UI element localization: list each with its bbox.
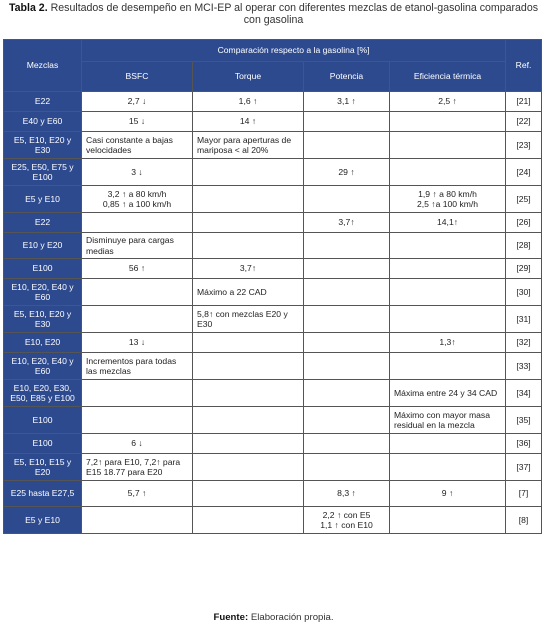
- ref-cell: [24]: [506, 159, 542, 186]
- table-row: [4, 92, 542, 112]
- potencia-cell: [304, 333, 390, 353]
- footer-label: Fuente:: [213, 612, 249, 623]
- eficiencia-cell: [390, 507, 506, 534]
- mezcla-cell: E5 y E10: [4, 186, 82, 213]
- torque-cell: [193, 380, 304, 407]
- mezcla-cell: E100: [4, 434, 82, 454]
- mezcla-cell: E10 y E20: [4, 233, 82, 259]
- ref-cell: [7]: [506, 481, 542, 507]
- torque-cell: [193, 353, 304, 380]
- bsfc-cell: 5,7 ↑: [82, 481, 193, 507]
- bsfc-cell: Disminuye para cargas medias: [82, 233, 193, 259]
- potencia-cell: 2,2 ↑ con E5 1,1 ↑ con E10: [304, 507, 390, 534]
- potencia-cell: [304, 306, 390, 333]
- ref-cell: [29]: [506, 259, 542, 279]
- potencia-cell: 3,7↑: [304, 213, 390, 233]
- table-row: [4, 306, 542, 333]
- ref-cell: [22]: [506, 112, 542, 132]
- results-table: [3, 39, 542, 534]
- bsfc-cell: 56 ↑: [82, 259, 193, 279]
- bsfc-cell: 2,7 ↓: [82, 92, 193, 112]
- table-row: [4, 380, 542, 407]
- mezcla-cell: E10, E20, E30, E50, E85 y E100: [4, 380, 82, 407]
- bsfc-cell: 3,2 ↑ a 80 km/h 0,85 ↑ a 100 km/h: [82, 186, 193, 213]
- header-torque: Torque: [193, 62, 304, 92]
- table-row: [4, 507, 542, 534]
- eficiencia-cell: [390, 434, 506, 454]
- potencia-cell: [304, 112, 390, 132]
- eficiencia-cell: 1,9 ↑ a 80 km/h 2,5 ↑a 100 km/h: [390, 186, 506, 213]
- ref-cell: [33]: [506, 353, 542, 380]
- torque-cell: [193, 233, 304, 259]
- table-row: [4, 279, 542, 306]
- potencia-cell: [304, 380, 390, 407]
- table-row: [4, 259, 542, 279]
- bsfc-cell: [82, 213, 193, 233]
- torque-cell: Mayor para aperturas de mariposa < al 20%: [193, 132, 304, 159]
- eficiencia-cell: [390, 353, 506, 380]
- eficiencia-cell: 9 ↑: [390, 481, 506, 507]
- bsfc-cell: [82, 306, 193, 333]
- table-row: [4, 112, 542, 132]
- ref-cell: [28]: [506, 233, 542, 259]
- mezcla-cell: E10, E20, E40 y E60: [4, 353, 82, 380]
- header-potencia: Potencia: [304, 62, 390, 92]
- torque-cell: 1,6 ↑: [193, 92, 304, 112]
- header-mezclas: Mezclas: [4, 40, 82, 92]
- header-ref: Ref.: [506, 40, 542, 92]
- bsfc-cell: [82, 507, 193, 534]
- mezcla-cell: E10, E20, E40 y E60: [4, 279, 82, 306]
- potencia-cell: [304, 407, 390, 434]
- table-row: [4, 481, 542, 507]
- potencia-cell: [304, 454, 390, 481]
- ref-cell: [31]: [506, 306, 542, 333]
- footer-text: Elaboración propia.: [250, 612, 334, 623]
- potencia-cell: [304, 132, 390, 159]
- bsfc-cell: 13 ↓: [82, 333, 193, 353]
- mezcla-cell: E5, E10, E20 y E30: [4, 132, 82, 159]
- eficiencia-cell: Máxima entre 24 y 34 CAD: [390, 380, 506, 407]
- mezcla-cell: E100: [4, 407, 82, 434]
- caption-text: Resultados de desempeño en MCI-EP al operar con diferentes mezclas de etanol-gasolina comparados con gasolina: [50, 2, 539, 26]
- table-caption: [8, 2, 539, 26]
- bsfc-cell: Casi constante a bajas velocidades: [82, 132, 193, 159]
- torque-cell: [193, 507, 304, 534]
- potencia-cell: [304, 434, 390, 454]
- eficiencia-cell: [390, 159, 506, 186]
- torque-cell: [193, 213, 304, 233]
- eficiencia-cell: [390, 279, 506, 306]
- ref-cell: [37]: [506, 454, 542, 481]
- eficiencia-cell: [390, 132, 506, 159]
- table-row: [4, 434, 542, 454]
- potencia-cell: [304, 353, 390, 380]
- ref-cell: [34]: [506, 380, 542, 407]
- eficiencia-cell: [390, 306, 506, 333]
- ref-cell: [32]: [506, 333, 542, 353]
- torque-cell: [193, 407, 304, 434]
- header-group: Comparación respecto a la gasolina [%]: [82, 40, 506, 62]
- table-row: [4, 213, 542, 233]
- eficiencia-cell: 2,5 ↑: [390, 92, 506, 112]
- mezcla-cell: E5, E10, E15 y E20: [4, 454, 82, 481]
- torque-cell: [193, 454, 304, 481]
- potencia-cell: 29 ↑: [304, 159, 390, 186]
- ref-cell: [25]: [506, 186, 542, 213]
- potencia-cell: 8,3 ↑: [304, 481, 390, 507]
- torque-cell: 5,8↑ con mezclas E20 y E30: [193, 306, 304, 333]
- bsfc-cell: [82, 407, 193, 434]
- ref-cell: [26]: [506, 213, 542, 233]
- table-body: [4, 92, 542, 534]
- torque-cell: 14 ↑: [193, 112, 304, 132]
- potencia-cell: [304, 186, 390, 213]
- table-row: [4, 454, 542, 481]
- mezcla-cell: E25 hasta E27,5: [4, 481, 82, 507]
- eficiencia-cell: Máximo con mayor masa residual en la mezcla: [390, 407, 506, 434]
- header-eficiencia: Eficiencia térmica: [390, 62, 506, 92]
- ref-cell: [21]: [506, 92, 542, 112]
- torque-cell: Máximo a 22 CAD: [193, 279, 304, 306]
- table-row: [4, 233, 542, 259]
- potencia-cell: 3,1 ↑: [304, 92, 390, 112]
- torque-cell: [193, 481, 304, 507]
- table-footer: [0, 612, 547, 623]
- bsfc-cell: 3 ↓: [82, 159, 193, 186]
- table-row: [4, 333, 542, 353]
- bsfc-cell: 15 ↓: [82, 112, 193, 132]
- eficiencia-cell: [390, 112, 506, 132]
- bsfc-cell: [82, 279, 193, 306]
- ref-cell: [23]: [506, 132, 542, 159]
- torque-cell: [193, 333, 304, 353]
- table-row: [4, 407, 542, 434]
- mezcla-cell: E22: [4, 213, 82, 233]
- table-row: [4, 132, 542, 159]
- bsfc-cell: 7,2↑ para E10, 7,2↑ para E15 18.77 para E20: [82, 454, 193, 481]
- eficiencia-cell: 14,1↑: [390, 213, 506, 233]
- potencia-cell: [304, 233, 390, 259]
- ref-cell: [36]: [506, 434, 542, 454]
- ref-cell: [35]: [506, 407, 542, 434]
- mezcla-cell: E5, E10, E20 y E30: [4, 306, 82, 333]
- torque-cell: [193, 434, 304, 454]
- eficiencia-cell: 1,3↑: [390, 333, 506, 353]
- bsfc-cell: 6 ↓: [82, 434, 193, 454]
- eficiencia-cell: [390, 259, 506, 279]
- mezcla-cell: E40 y E60: [4, 112, 82, 132]
- header-bsfc: BSFC: [82, 62, 193, 92]
- torque-cell: [193, 186, 304, 213]
- eficiencia-cell: [390, 233, 506, 259]
- table-row: [4, 353, 542, 380]
- ref-cell: [8]: [506, 507, 542, 534]
- table-row: [4, 186, 542, 213]
- potencia-cell: [304, 279, 390, 306]
- table-row: [4, 159, 542, 186]
- mezcla-cell: E100: [4, 259, 82, 279]
- caption-label: Tabla 2.: [8, 2, 48, 14]
- mezcla-cell: E10, E20: [4, 333, 82, 353]
- mezcla-cell: E25, E50, E75 y E100: [4, 159, 82, 186]
- torque-cell: [193, 159, 304, 186]
- bsfc-cell: [82, 380, 193, 407]
- bsfc-cell: Incrementos para todas las mezclas: [82, 353, 193, 380]
- potencia-cell: [304, 259, 390, 279]
- torque-cell: 3,7↑: [193, 259, 304, 279]
- eficiencia-cell: [390, 454, 506, 481]
- ref-cell: [30]: [506, 279, 542, 306]
- mezcla-cell: E22: [4, 92, 82, 112]
- mezcla-cell: E5 y E10: [4, 507, 82, 534]
